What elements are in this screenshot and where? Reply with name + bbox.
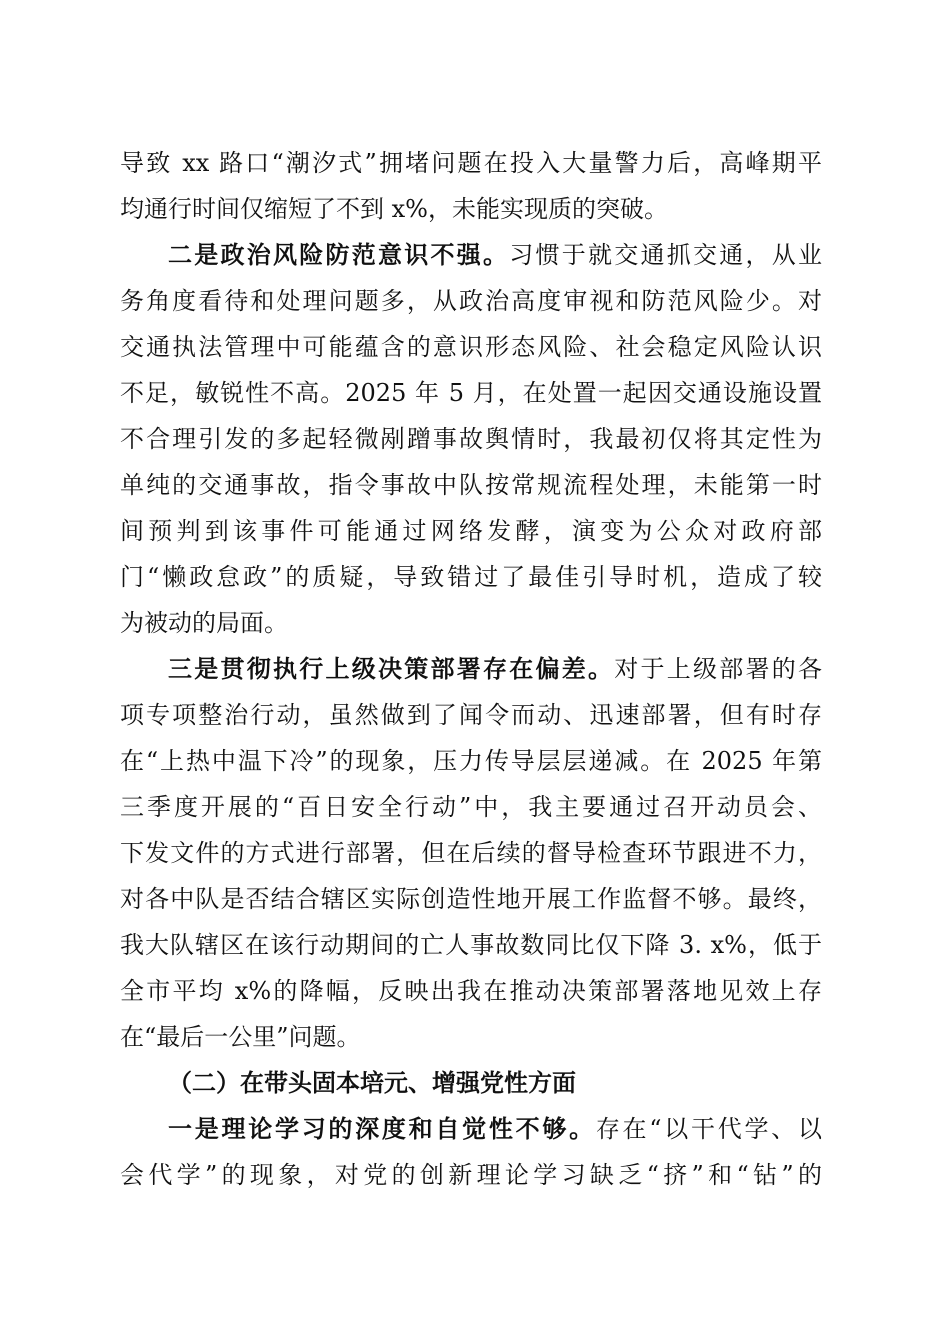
paragraph-1 (120, 140, 822, 232)
text-line (120, 232, 822, 278)
text-line: 为被动的局面。 (120, 609, 288, 637)
paragraph-3 (120, 646, 822, 1060)
text-line: 在“上热中温下冷”的现象，压力传导层层递减。在 2025 年第 (120, 747, 822, 775)
text-line: 务角度看待和处理问题多，从政治高度审视和防范风险少。对 (120, 287, 822, 315)
text-line (120, 1106, 822, 1152)
paragraph-lead: 一是理论学习的深度和自觉性不够。 (168, 1114, 596, 1143)
paragraph-4 (120, 1106, 822, 1198)
text-line: 导致 xx 路口“潮汐式”拥堵问题在投入大量警力后，高峰期平 (120, 149, 822, 177)
text-line: 对各中队是否结合辖区实际创造性地开展工作监督不够。最终， (120, 885, 822, 913)
text-line: 交通执法管理中可能蕴含的意识形态风险、社会稳定风险认识 (120, 333, 822, 361)
paragraph-lead: 二是政治风险防范意识不强。 (168, 240, 510, 269)
text-span: 对于上级部署的各 (614, 655, 822, 683)
text-line: 单纯的交通事故，指令事故中队按常规流程处理，未能第一时 (120, 471, 822, 499)
text-line: 我大队辖区在该行动期间的亡人事故数同比仅下降 3. x%，低于 (120, 931, 822, 959)
text-line: 不合理引发的多起轻微剐蹭事故舆情时，我最初仅将其定性为 (120, 425, 822, 453)
text-line (120, 646, 822, 692)
text-line: 三季度开展的“百日安全行动”中，我主要通过召开动员会、 (120, 793, 822, 821)
text-line: 不足，敏锐性不高。2025 年 5 月，在处置一起因交通设施设置 (120, 379, 822, 407)
text-line: 在“最后一公里”问题。 (120, 1023, 361, 1051)
text-line: 下发文件的方式进行部署，但在后续的督导检查环节跟进不力， (120, 839, 822, 867)
document-page (120, 140, 822, 1198)
text-line: 全市平均 x%的降幅，反映出我在推动决策部署落地见效上存 (120, 977, 822, 1005)
text-span: 习惯于就交通抓交通，从业 (509, 241, 822, 269)
paragraph-lead: 三是贯彻执行上级决策部署存在偏差。 (168, 654, 615, 683)
text-line: 项专项整治行动，虽然做到了闻令而动、迅速部署，但有时存 (120, 701, 822, 729)
text-line: 间预判到该事件可能通过网络发酵，演变为公众对政府部 (120, 517, 822, 545)
section-heading: （二）在带头固本培元、增强党性方面 (168, 1068, 576, 1097)
paragraph-2 (120, 232, 822, 646)
text-line: 均通行时间仅缩短了不到 x%，未能实现质的突破。 (120, 195, 668, 223)
text-line: 会代学”的现象，对党的创新理论学习缺乏“挤”和“钻”的 (120, 1161, 822, 1189)
text-line: 门“懒政怠政”的质疑，导致错过了最佳引导时机，造成了较 (120, 563, 822, 591)
text-span: 存在“以干代学、以 (595, 1115, 822, 1143)
